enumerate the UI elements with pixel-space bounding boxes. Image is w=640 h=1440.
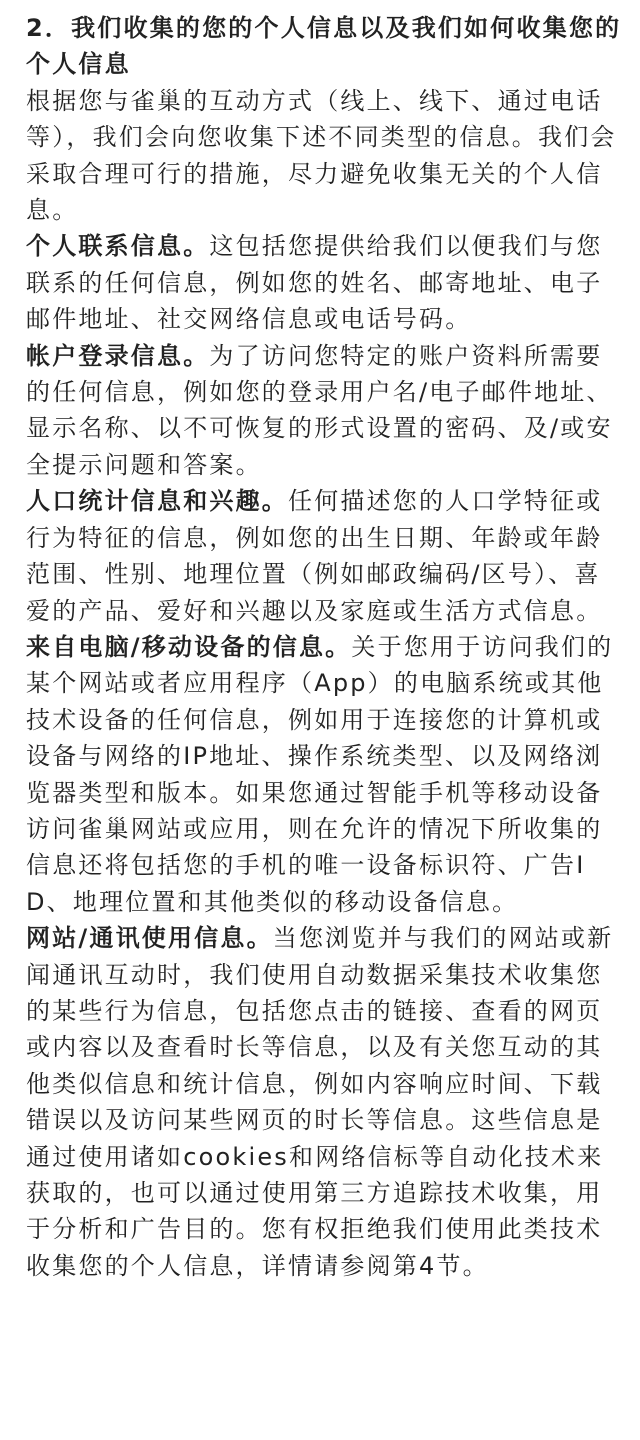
item-lead: 个人联系信息。: [26, 232, 210, 261]
info-item-demographics: [26, 483, 622, 629]
info-item-device: [26, 629, 622, 920]
item-body: 关于您用于访问我们的某个网站或者应用程序（App）的电脑系统或其他技术设备的任何信息，例如用于连接您的计算机或设备与网络的IP地址、操作系统类型、以及网络浏览器类型和版本。如果您通过智能手机等移动设备访问雀巢网站或应用，则在允许的情况下所收集的信息还将包括您的手机的唯一设备标识符、广告ID、地理位置和其他类似的移动设备信息。: [26, 632, 614, 916]
item-body: 为了访问您特定的账户资料所需要的任何信息，例如您的登录用户名/电子邮件地址、显示名称、以不可恢复的形式设置的密码、及/或安全提示问题和答案。: [26, 341, 613, 479]
section-title: 2．我们收集的您的个人信息以及我们如何收集您的个人信息: [26, 14, 622, 79]
item-body: 当您浏览并与我们的网站或新闻通讯互动时，我们使用自动数据采集技术收集您的某些行为信息，包括您点击的链接、查看的网页或内容以及查看时长等信息，以及有关您互动的其他类似信息和统计信息，例如内容响应时间、下载错误以及访问某些网页的时长等信息。这些信息是通过使用诸如cookies和网络信标等自动化技术来获取的，也可以通过使用第三方追踪技术收集，用于分析和广告目的。您有权拒绝我们使用此类技术收集您的个人信息，详情请参阅第4节。: [26, 924, 614, 1280]
item-body: 这包括您提供给我们以便我们与您联系的任何信息，例如您的姓名、邮寄地址、电子邮件地址、社交网络信息或电话号码。: [26, 232, 603, 334]
item-lead: 帐户登录信息。: [26, 341, 210, 370]
section-intro: 根据您与雀巢的互动方式（线上、线下、通过电话等），我们会向您收集下述不同类型的信息。我们会采取合理可行的措施，尽力避免收集无关的个人信息。: [26, 86, 617, 225]
item-lead: 人口统计信息和兴趣。: [26, 487, 288, 516]
item-body: 任何描述您的人口学特征或行为特征的信息，例如您的出生日期、年龄或年龄范围、性别、地理位置（例如邮政编码/区号）、喜爱的产品、爱好和兴趣以及家庭或生活方式信息。: [26, 487, 603, 625]
item-lead: 来自电脑/移动设备的信息。: [26, 632, 352, 661]
item-lead: 网站/通讯使用信息。: [26, 924, 273, 953]
info-item-website-usage: [26, 920, 622, 1284]
info-item-contact: [26, 228, 622, 337]
info-item-account-login: [26, 338, 622, 484]
